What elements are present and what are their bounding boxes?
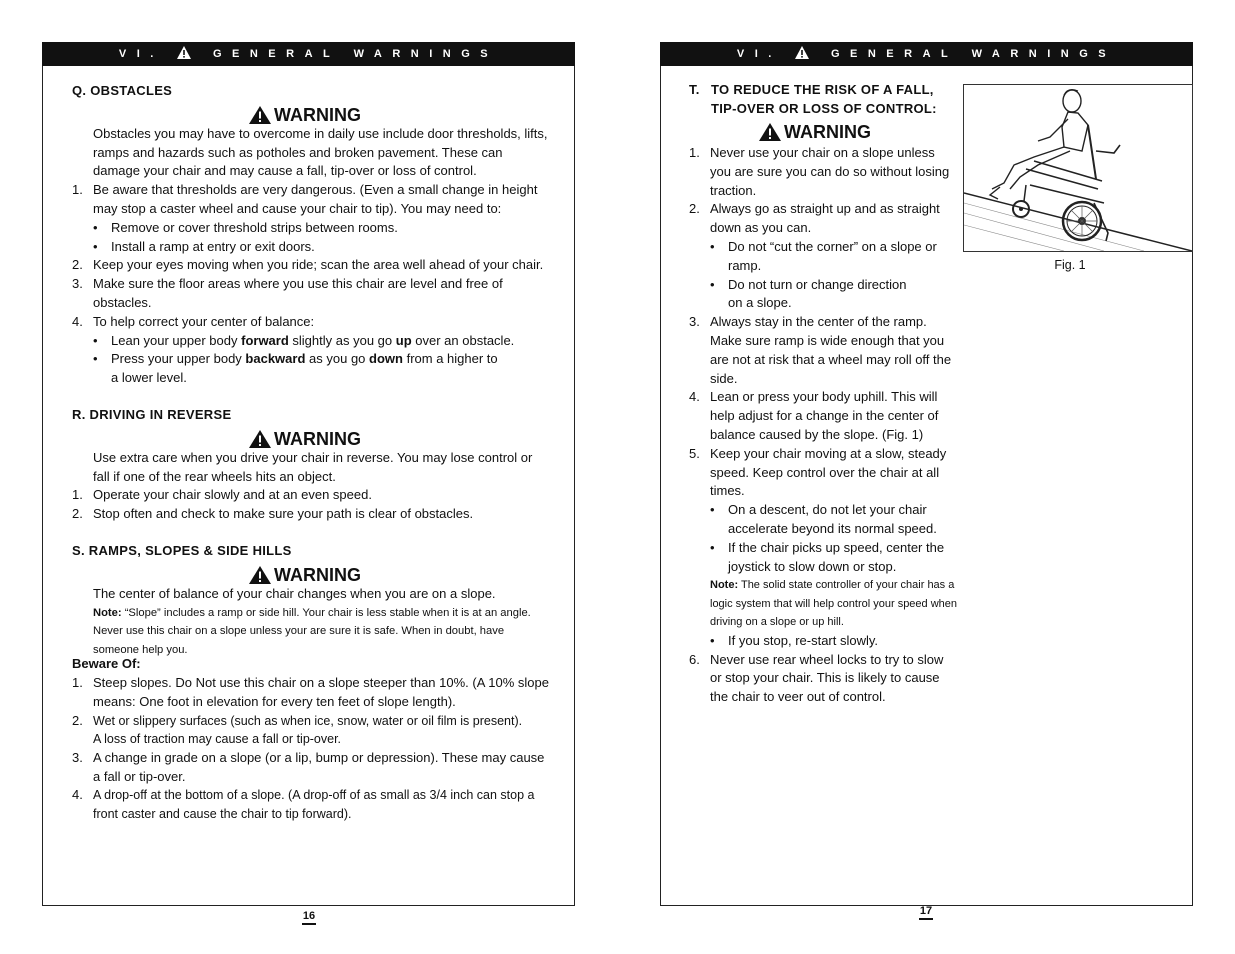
warning-label: WARNING (274, 428, 361, 449)
bullet-icon: • (93, 238, 98, 254)
note-label: Note: (710, 579, 739, 592)
banner-title: GENERAL WARNINGS (830, 48, 1117, 60)
warning-triangle-icon (249, 106, 271, 124)
page-number-right (911, 905, 941, 920)
bullet-item (72, 350, 550, 388)
emphasis: forward (241, 332, 289, 348)
list-text: Always stay in the center of the ramp. Make sure ramp is wide enough that you are not at risk that a wheel may roll off the side. (710, 314, 952, 386)
bullet-item (689, 238, 957, 276)
text-run: a lower level. (111, 370, 187, 386)
list-item (72, 749, 550, 787)
bullet-text: Do not turn or change direction (728, 276, 907, 292)
list-text: A drop-off at the bottom of a slope. (A drop-off of as small as 3/4 inch can stop a front caster and cause the chair to tip forward). (93, 788, 535, 822)
text-run: from a higher to (406, 351, 498, 367)
list-item (72, 674, 550, 712)
text-run: slightly as you go (292, 332, 393, 348)
bullet-text: On a descent, do not let your chair accelerate beyond its normal speed. (728, 502, 937, 536)
list-text: Never use your chair on a slope unless you are sure you can do so without losing traction. (710, 145, 950, 198)
bullet-item (72, 332, 550, 351)
note-text: The solid state controller of your chair has a logic system that will help control your speed when driving on a slope or up hill. (710, 579, 958, 629)
bullet-icon: • (710, 276, 715, 292)
warning-header (249, 103, 550, 127)
list-text: Stop often and check to make sure your path is clear of obstacles. (93, 506, 474, 522)
list-text: Always go as straight up and as straight down as you can. (710, 201, 940, 236)
paragraph: Use extra care when you drive your chair in reverse. You may lose control or fall if one of the rear wheels hits an object. (93, 449, 533, 484)
figure-1 (963, 84, 1193, 252)
paragraph: The center of balance of your chair changes when you are on a slope. (93, 585, 496, 601)
list-text: Be aware that thresholds are very dangerous. (Even a small change in height may stop a caster wheel and cause your chair to tip). You may need to: (93, 182, 538, 216)
list-number: 5. (689, 445, 700, 461)
bullet-text: Remove or cover threshold strips between rooms. (111, 219, 398, 235)
list-item (72, 256, 550, 275)
list-number: 2. (72, 506, 83, 522)
list-text: A change in grade on a slope (or a lip, bump or depression). These may cause a fall or tip-over. (93, 749, 545, 784)
list-text: Keep your eyes moving when you ride; scan the area well ahead of your chair. (93, 257, 544, 273)
warning-triangle-icon (249, 566, 271, 584)
paragraph: Obstacles you may have to overcome in daily use include door thresholds, lifts, ramps and hazards such as potholes and broken pavement. These can damage your chair and may cause a fall, tip-over or loss of control. (93, 125, 548, 179)
list-item (689, 200, 957, 238)
page-number-text: 16 (302, 910, 316, 925)
banner-section-number: VI. (736, 48, 782, 60)
list-item (72, 313, 550, 332)
list-text: Keep your chair moving at a slow, steady speed. Keep control over the chair at all times. (710, 445, 947, 499)
list-item (689, 445, 957, 501)
list-number: 1. (72, 182, 83, 198)
bullet-item (72, 238, 550, 257)
list-item (72, 181, 550, 219)
warning-label: WARNING (274, 104, 361, 125)
warning-header (249, 427, 550, 451)
emphasis: up (395, 332, 412, 348)
bullet-text: If the chair picks up speed, center the joystick to slow down or stop. (728, 539, 945, 574)
left-content (72, 82, 550, 824)
list-text: To help correct your center of balance: (93, 313, 315, 329)
list-number: 2. (72, 257, 83, 273)
bullet-text: Install a ramp at entry or exit doors. (111, 238, 315, 254)
warning-triangle-icon (795, 46, 809, 59)
section-heading-r: R. DRIVING IN REVERSE (72, 406, 232, 422)
bullet-item (689, 539, 957, 577)
list-number: 4. (689, 389, 700, 405)
list-text: Wet or slippery surfaces (such as when ice, snow, water or oil film is present). (93, 713, 523, 728)
list-number: 3. (689, 314, 700, 330)
warning-header (759, 120, 957, 144)
bullet-icon: • (710, 539, 715, 555)
bullet-icon: • (93, 219, 98, 235)
heading-line: TO REDUCE THE RISK OF A FALL, (711, 82, 934, 97)
section-banner (42, 42, 575, 66)
list-item (689, 651, 957, 707)
text-run: as you go (309, 351, 366, 367)
list-item (72, 712, 550, 749)
list-item (72, 486, 550, 505)
list-text: Lean or press your body uphill. This will help adjust for a change in the center of balance caused by the slope. (Fig. 1) (710, 389, 939, 442)
list-item (689, 144, 957, 200)
list-text: Never use rear wheel locks to try to slow or stop your chair. This is likely to cause the chair to veer out of control. (710, 651, 944, 705)
list-number: 3. (72, 749, 83, 765)
section-banner (660, 42, 1193, 66)
list-number: 4. (72, 313, 83, 329)
bullet-text: Do not “cut the corner” on a slope or ramp. (728, 238, 937, 273)
banner-section-number: VI. (118, 48, 164, 60)
note-label: Note: (93, 606, 122, 619)
warning-triangle-icon (249, 430, 271, 448)
page-number-text: 17 (919, 905, 933, 920)
note (93, 604, 533, 660)
right-content (689, 81, 957, 707)
bullet-text: on a slope. (728, 295, 792, 311)
list-number: 2. (689, 201, 700, 217)
list-item (72, 786, 550, 823)
list-item (72, 275, 550, 313)
text-run: Press your upper body (111, 351, 242, 367)
wheelchair-on-slope-illustration (964, 85, 1192, 251)
bullet-icon: • (93, 351, 98, 367)
emphasis: down (369, 351, 403, 367)
list-number: 6. (689, 651, 700, 667)
list-text: A loss of traction may cause a fall or tip-over. (93, 732, 342, 747)
bullet-icon: • (93, 332, 98, 348)
warning-label: WARNING (274, 564, 361, 585)
bullet-icon: • (710, 502, 715, 518)
bullet-item (689, 632, 957, 651)
warning-triangle-icon (177, 46, 191, 59)
list-number: 4. (72, 787, 83, 803)
section-number: T. (689, 82, 700, 97)
list-number: 3. (72, 276, 83, 292)
list-number: 1. (689, 145, 700, 160)
list-item (689, 313, 957, 388)
beware-heading: Beware Of: (72, 656, 141, 672)
list-text: Make sure the floor areas where you use this chair are level and free of obstacles. (93, 276, 503, 310)
note-text: “Slope” includes a ramp or side hill. Your chair is less stable when it is at an angle. Never use this chair on a slope unless your are sure it is safe. When in doubt, have someone help you. (93, 606, 531, 656)
list-text: Operate your chair slowly and at an even speed. (93, 487, 372, 503)
warning-triangle-icon (759, 123, 781, 141)
warning-header (249, 563, 550, 587)
figure-caption: Fig. 1 (1054, 258, 1086, 272)
text-run: Lean your upper body (111, 332, 238, 348)
list-text: Steep slopes. Do Not use this chair on a slope steeper than 10%. (A 10% slope means: One foot in elevation for every ten feet of slope length). (93, 675, 549, 709)
heading-line: TIP-OVER OR LOSS OF CONTROL: (711, 100, 937, 116)
bullet-item (689, 276, 957, 314)
bullet-item (689, 501, 957, 539)
banner-title: GENERAL WARNINGS (212, 48, 499, 60)
list-number: 1. (72, 487, 83, 503)
text-run: over an obstacle. (415, 332, 515, 348)
bullet-item (72, 219, 550, 238)
note (710, 576, 957, 632)
list-item (689, 388, 957, 444)
page-number-left (294, 910, 324, 925)
bullet-icon: • (710, 238, 715, 254)
warning-label: WARNING (784, 122, 871, 142)
section-heading-q: Q. OBSTACLES (72, 83, 173, 98)
list-number: 2. (72, 712, 83, 728)
section-heading-t (689, 81, 957, 118)
list-item (72, 505, 550, 524)
list-number: 1. (72, 675, 83, 691)
bullet-icon: • (710, 632, 715, 648)
emphasis: backward (245, 351, 306, 367)
section-heading-s: S. RAMPS, SLOPES & SIDE HILLS (72, 542, 292, 558)
bullet-text: If you stop, re-start slowly. (728, 632, 879, 648)
